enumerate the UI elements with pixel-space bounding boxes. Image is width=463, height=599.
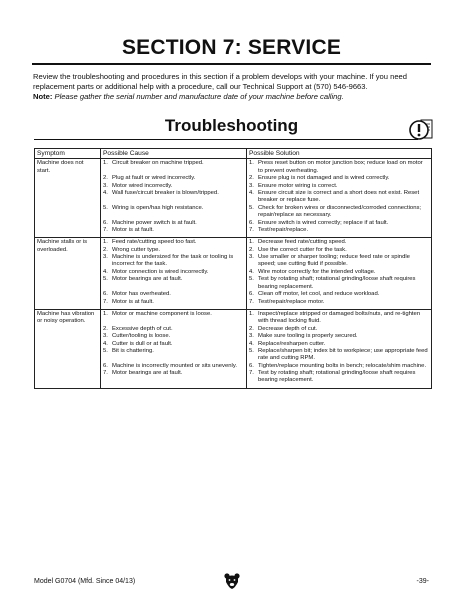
cause-item [103, 348, 244, 363]
solution-text: Use smaller or sharper tooling; reduce feed rate or spindle speed; use cutting fluid if possible. [258, 254, 410, 268]
solution-item [249, 160, 429, 175]
cause-text: Motor is at fault. [112, 227, 154, 234]
cause-text: Wrong cutter type. [112, 246, 161, 253]
item-number: 5. [249, 347, 254, 354]
solution-cell [247, 309, 432, 388]
item-number: 4. [103, 269, 108, 276]
solution-item [249, 183, 429, 190]
footer-page-number: -39- [416, 578, 429, 585]
cause-text: Wiring is open/has high resistance. [112, 204, 204, 211]
cause-cell [101, 238, 247, 309]
warning-manual-icon [408, 117, 434, 143]
item-number: 3. [103, 333, 108, 340]
table-row [35, 159, 432, 238]
cause-item [103, 239, 244, 246]
cause-text: Cutter is dull or at fault. [112, 340, 173, 347]
cause-text: Machine power switch is at fault. [112, 219, 197, 226]
cause-text: Wall fuse/circuit breaker is blown/tripped. [112, 189, 219, 196]
solution-text: Inspect/replace stripped or damaged bolts/nuts, and re-tighten with thread locking fluid. [258, 310, 421, 325]
item-number: 3. [249, 333, 254, 340]
item-number: 2. [103, 175, 108, 182]
solution-text: Replace/sharpen bit; index bit to workpiece; use appropriate feed rate and cutting RPM. [258, 347, 428, 362]
solution-text: Press reset button on motor junction box; reduce load on motor to prevent overheating. [258, 160, 423, 174]
solution-header: Possible Solution [247, 149, 432, 159]
solution-text: Test/repair/replace motor. [258, 298, 325, 305]
cause-header: Possible Cause [101, 149, 247, 159]
solution-item [249, 227, 429, 234]
solution-item [249, 276, 429, 291]
symptom-cell: Machine has vibration or noisy operation. [35, 309, 101, 388]
cause-item [103, 326, 244, 333]
cause-text: Machine is undersized for the task or tooling is incorrect for the task. [112, 254, 234, 268]
solution-cell [247, 159, 432, 238]
table-row [35, 309, 432, 388]
cause-item [103, 333, 244, 340]
cause-item [103, 175, 244, 182]
cause-cell [101, 159, 247, 238]
intro-paragraph [33, 72, 433, 102]
cause-text: Motor connection is wired incorrectly. [112, 269, 209, 276]
bear-logo-icon [223, 572, 241, 590]
solution-item [249, 341, 429, 348]
cause-text: Plug at fault or wired incorrectly. [112, 175, 196, 182]
item-number: 2. [249, 325, 254, 332]
item-number: 3. [249, 254, 254, 261]
cause-text: Motor bearings are at fault. [112, 370, 183, 377]
page-title: SECTION 7: SERVICE [121, 36, 342, 59]
item-number: 4. [103, 189, 108, 196]
solution-text: Ensure motor wiring is correct. [258, 182, 338, 189]
cause-item [103, 370, 244, 385]
symptom-cell: Machine does not start. [35, 159, 101, 238]
item-number: 1. [249, 310, 254, 317]
cause-item [103, 205, 244, 220]
cause-item [103, 269, 244, 276]
item-number: 1. [103, 160, 108, 167]
item-number: 5. [103, 347, 108, 354]
item-number: 4. [249, 269, 254, 276]
item-number: 1. [249, 160, 254, 167]
solution-item [249, 291, 429, 298]
cause-text: Motor or machine component is loose. [112, 310, 212, 317]
item-number: 6. [249, 291, 254, 298]
item-number: 6. [103, 362, 108, 369]
solution-text: Clean off motor, let cool, and reduce workload. [258, 291, 380, 298]
cause-item [103, 291, 244, 298]
item-number: 7. [103, 370, 108, 377]
item-number: 7. [249, 298, 254, 305]
title-divider [32, 63, 431, 65]
solution-text: Test by rotating shaft; rotational grinding/loose shaft requires bearing replacement. [258, 276, 416, 290]
solution-text: Ensure circuit size is correct and a short does not exist. Reset breaker or replace fuse. [258, 189, 420, 204]
solution-item [249, 333, 429, 340]
cause-text: Motor has overheated. [112, 291, 171, 298]
item-number: 7. [249, 227, 254, 234]
cause-text: Excessive depth of cut. [112, 325, 173, 332]
solution-text: Decrease feed rate/cutting speed. [258, 239, 347, 246]
cause-item [103, 341, 244, 348]
cause-text: Motor wired incorrectly. [112, 182, 173, 189]
cause-text: Bit is chattering. [112, 347, 154, 354]
item-number: 4. [249, 340, 254, 347]
item-number: 3. [103, 182, 108, 189]
solution-item [249, 247, 429, 254]
solution-item [249, 348, 429, 363]
cause-item [103, 183, 244, 190]
cause-item [103, 247, 244, 254]
solution-item [249, 239, 429, 246]
note-text: Please gather the serial number and manufacture date of your machine before calling. [54, 92, 344, 101]
item-number: 3. [249, 182, 254, 189]
item-number: 5. [103, 204, 108, 211]
solution-text: Decrease depth of cut. [258, 325, 318, 332]
cause-text: Circuit breaker on machine tripped. [112, 160, 204, 167]
solution-item [249, 299, 429, 306]
cause-text: Motor bearings are at fault. [112, 276, 183, 283]
item-number: 7. [103, 298, 108, 305]
troubleshooting-table [34, 148, 432, 389]
item-number: 6. [103, 219, 108, 226]
cause-item [103, 190, 244, 205]
solution-item [249, 220, 429, 227]
cause-item [103, 254, 244, 269]
cause-item [103, 160, 244, 175]
intro-text: Review the troubleshooting and procedures in this section if a problem develops with your machine. If you need replacement parts or additional help with a procedure, call our Technical Support at (570) 546-9663. [33, 72, 407, 91]
solution-text: Test/repair/replace. [258, 227, 309, 234]
cause-item [103, 299, 244, 306]
heading-divider [34, 139, 418, 140]
solution-item [249, 326, 429, 333]
solution-item [249, 269, 429, 276]
cause-item [103, 276, 244, 291]
solution-item [249, 190, 429, 205]
item-number: 2. [103, 325, 108, 332]
solution-text: Check for broken wires or disconnected/corroded connections; repair/replace as necessary. [258, 204, 422, 219]
item-number: 2. [103, 246, 108, 253]
item-number: 4. [103, 340, 108, 347]
cause-cell [101, 309, 247, 388]
cause-item [103, 311, 244, 326]
item-number: 6. [103, 291, 108, 298]
solution-item [249, 254, 429, 269]
cause-text: Motor is at fault. [112, 298, 154, 305]
solution-text: Ensure switch is wired correctly; replace if at fault. [258, 219, 389, 226]
item-number: 1. [249, 239, 254, 246]
item-number: 5. [249, 204, 254, 211]
solution-item [249, 175, 429, 182]
cause-item [103, 363, 244, 370]
solution-text: Ensure plug is not damaged and is wired correctly. [258, 175, 390, 182]
item-number: 6. [249, 362, 254, 369]
symptom-header: Symptom [35, 149, 101, 159]
table-row [35, 238, 432, 309]
item-number: 2. [249, 246, 254, 253]
solution-text: Tighten/replace mounting bolts in bench; relocate/shim machine. [258, 362, 427, 369]
symptom-cell: Machine stalls or is overloaded. [35, 238, 101, 309]
cause-text: Feed rate/cutting speed too fast. [112, 239, 197, 246]
item-number: 3. [103, 254, 108, 261]
solution-item [249, 370, 429, 385]
solution-item [249, 311, 429, 326]
item-number: 1. [103, 310, 108, 317]
item-number: 6. [249, 219, 254, 226]
cause-text: Cutter/tooling is loose. [112, 333, 171, 340]
cause-item [103, 227, 244, 234]
solution-text: Make sure tooling is properly secured. [258, 333, 358, 340]
solution-cell [247, 238, 432, 309]
cause-text: Machine is incorrectly mounted or sits unevenly. [112, 362, 237, 369]
solution-text: Use the correct cutter for the task. [258, 246, 347, 253]
solution-item [249, 363, 429, 370]
item-number: 1. [103, 239, 108, 246]
note-label: Note: [33, 92, 53, 101]
item-number: 4. [249, 189, 254, 196]
item-number: 5. [103, 276, 108, 283]
item-number: 7. [249, 370, 254, 377]
item-number: 7. [103, 227, 108, 234]
solution-text: Test by rotating shaft; rotational grinding/loose shaft requires bearing replacement. [258, 370, 416, 384]
item-number: 5. [249, 276, 254, 283]
item-number: 2. [249, 175, 254, 182]
solution-text: Wire motor correctly for the intended voltage. [258, 269, 376, 276]
footer-model: Model G0704 (Mfd. Since 04/13) [34, 578, 136, 585]
solution-item [249, 205, 429, 220]
cause-item [103, 220, 244, 227]
section-heading: Troubleshooting [164, 116, 299, 135]
table-header-row [35, 149, 432, 159]
solution-text: Replace/resharpen cutter. [258, 340, 326, 347]
